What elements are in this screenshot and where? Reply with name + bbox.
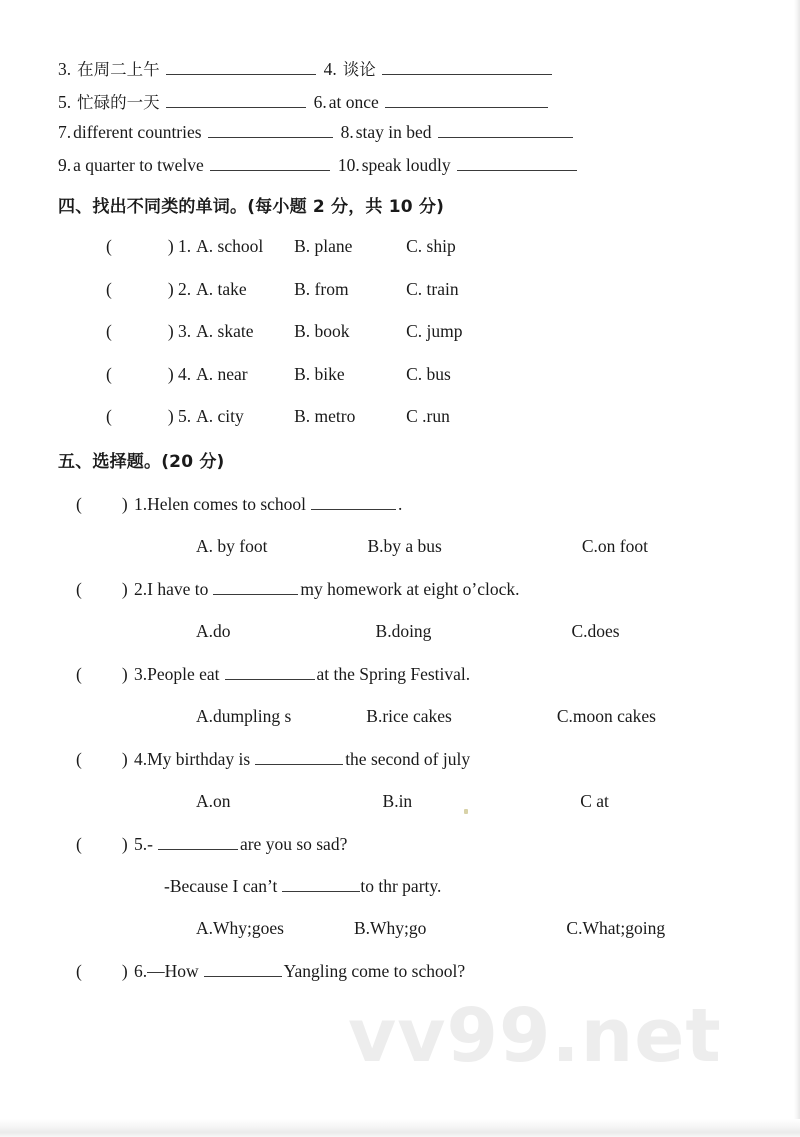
section-four-items [106,236,746,449]
option-b[interactable]: B.rice cakes [366,706,452,726]
answer-blank[interactable] [457,155,577,171]
question-text-before-blank: I have to [147,579,209,599]
answer-blank[interactable] [311,494,396,510]
scan-artifact-dot [464,809,468,814]
question-text-before-blank: - [147,834,153,854]
sub-text-before-blank: -Because I can’t [164,876,278,896]
question-options [76,706,756,749]
option-b[interactable]: B. bike [294,363,345,384]
translation-item-text: speak loudly [361,155,451,175]
page-edge-bottom [0,1119,800,1137]
section-four-item [106,236,746,279]
question-text-before-blank: My birthday is [147,749,251,769]
section-five-heading: 五、选择题。(20 分) [58,452,225,472]
choice-question [76,749,756,834]
translation-item-number: 7. [58,122,72,142]
option-b[interactable]: B.Why;go [353,918,427,938]
translation-item-number: 9. [58,155,72,175]
translation-item-number: 10. [337,155,360,175]
option-c[interactable]: C.moon cakes [556,706,656,726]
answer-blank[interactable] [385,92,548,108]
item-number: 4. [178,363,192,384]
translation-item-text: a quarter to twelve [73,155,204,175]
translation-item-text: 谈论 [342,60,376,79]
question-number: 1. [134,494,148,514]
watermark: vv99.net [348,993,722,1079]
option-a[interactable]: A.dumpling s [196,706,292,726]
translation-item [314,92,550,113]
answer-blank[interactable] [213,579,298,595]
question-number: 3. [134,664,148,684]
choice-question [76,579,756,664]
option-a[interactable]: A.do [196,621,231,641]
translation-item [324,56,554,80]
option-b[interactable]: B. from [294,278,349,299]
answer-bracket[interactable]: ( ) [76,579,128,599]
option-a[interactable]: A. school [196,236,264,256]
section-four-item [106,406,746,449]
section-five-questions [76,494,756,1003]
option-b[interactable]: B. book [294,321,350,341]
answer-bracket[interactable]: ( ) [76,494,128,514]
translation-item-number: 6. [313,92,327,112]
option-c[interactable]: C. bus [406,363,451,384]
question-text-after-blank: my homework at eight o’clock. [300,579,520,599]
choice-question [76,494,756,579]
question-text-after-blank: Yangling come to school? [283,961,466,981]
answer-bracket[interactable]: ( ) [106,406,174,426]
answer-blank[interactable] [210,155,330,171]
option-b[interactable]: B.doing [375,621,432,641]
option-b[interactable]: B.by a bus [367,536,442,556]
translation-item-number: 3. [58,59,72,79]
translation-item-number: 8. [340,122,354,142]
translation-item [341,122,575,143]
option-b[interactable]: B. plane [294,236,353,256]
answer-bracket[interactable]: ( ) [106,278,174,299]
translation-row [58,89,748,122]
sub-text-after-blank: to thr party. [360,876,442,896]
translation-item-number: 4. [323,59,337,79]
question-text-after-blank: are you so sad? [239,834,348,854]
page-edge-right [794,0,800,1137]
answer-bracket[interactable]: ( ) [106,321,174,341]
translation-row [58,122,748,155]
answer-blank[interactable] [225,664,315,680]
translation-rows [58,56,748,188]
question-stem [76,834,756,876]
option-c[interactable]: C.on foot [581,536,648,556]
translation-item-text: at once [328,92,379,112]
option-a[interactable]: A. city [196,406,244,426]
answer-blank[interactable] [166,92,306,108]
question-number: 5. [134,834,148,854]
question-number: 6. [134,961,148,981]
translation-item [58,56,318,80]
question-text-before-blank: Helen comes to school [147,494,307,514]
choice-question [76,961,756,1003]
translation-item-text: different countries [73,122,202,142]
translation-row [58,155,748,188]
answer-blank[interactable] [204,961,282,977]
question-stem [76,494,756,536]
question-options [76,918,756,961]
option-c[interactable]: C at [580,791,609,811]
question-stem [76,749,756,791]
option-c[interactable]: C. train [406,278,459,299]
item-number: 5. [178,406,192,426]
question-stem [76,579,756,621]
question-sub-line [76,876,756,918]
option-c[interactable]: C .run [406,406,450,426]
translation-item-text: 在周二上午 [77,60,160,79]
translation-item [338,155,579,176]
answer-blank[interactable] [158,834,238,850]
answer-bracket[interactable]: ( ) [106,363,174,384]
question-text-after-blank: the second of july [345,749,471,769]
option-b[interactable]: B.in [382,791,413,811]
section-four-item [106,321,746,364]
section-four-item [106,279,746,322]
choice-question [76,664,756,749]
answer-bracket[interactable]: ( ) [76,834,128,854]
answer-blank[interactable] [255,749,343,765]
answer-bracket[interactable]: ( ) [76,664,128,684]
item-number: 2. [178,278,192,299]
question-options [76,536,756,579]
answer-bracket[interactable]: ( ) [106,236,174,256]
option-c[interactable]: C. jump [406,321,463,341]
translation-item [58,122,335,143]
translation-item [58,89,308,113]
question-stem [76,664,756,706]
option-a[interactable]: A. near [196,363,248,384]
translation-item-number: 5. [58,92,72,112]
question-number: 2. [134,579,148,599]
question-stem [76,961,756,1003]
option-c[interactable]: C.does [571,621,620,641]
option-a[interactable]: A. take [196,278,247,299]
question-text-before-blank: People eat [147,664,220,684]
question-text-after-blank: . [398,494,403,514]
translation-item-text: stay in bed [355,122,432,142]
answer-blank[interactable] [282,876,360,892]
answer-blank[interactable] [208,122,333,138]
option-a[interactable]: A.on [196,791,231,811]
question-options [76,791,756,834]
question-text-after-blank: at the Spring Festival. [316,664,471,684]
option-a[interactable]: A. skate [196,321,254,341]
translation-item [58,155,332,176]
question-number: 4. [134,749,148,769]
answer-bracket[interactable]: ( ) [76,749,128,769]
answer-blank[interactable] [438,122,573,138]
answer-blank[interactable] [382,59,552,75]
question-options [76,621,756,664]
option-b[interactable]: B. metro [294,406,356,426]
item-number: 1. [178,236,192,256]
answer-blank[interactable] [166,59,316,75]
choice-question [76,834,756,961]
option-c[interactable]: C. ship [406,236,456,256]
option-a[interactable]: A. by foot [196,536,268,556]
question-text-before-blank: —How [147,961,199,981]
section-four-item [106,364,746,407]
translation-row [58,56,748,89]
option-c[interactable]: C.What;going [566,918,666,938]
translation-item-text: 忙碌的一天 [77,93,160,112]
option-a[interactable]: A.Why;goes [196,918,284,938]
answer-bracket[interactable]: ( ) [76,961,128,981]
section-four-heading: 四、找出不同类的单词。(每小题 2 分，共 10 分) [58,197,445,217]
item-number: 3. [178,321,192,341]
